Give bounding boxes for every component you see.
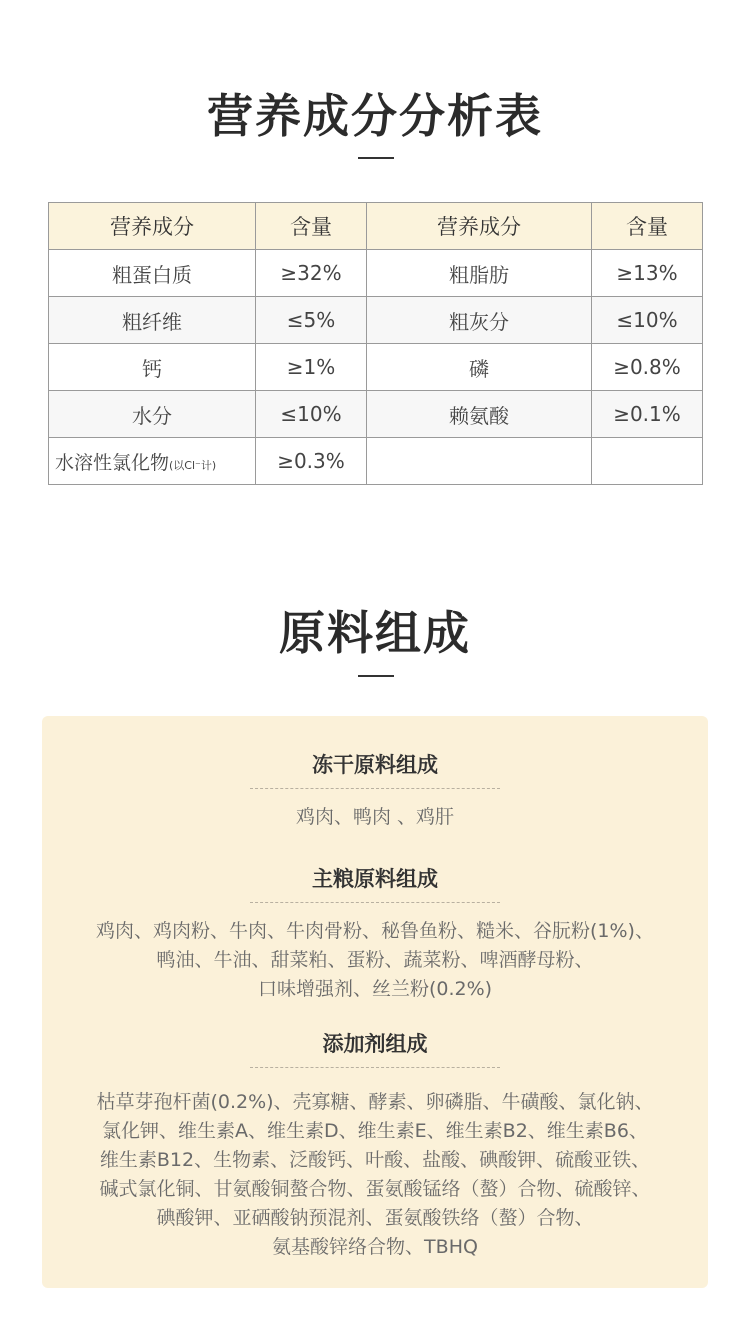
- header-cell: 营养成分: [367, 203, 592, 250]
- title-underline: [358, 157, 394, 159]
- group-line: 碘酸钾、亚硒酸钠预混剂、蛋氨酸铁络（螯）合物、: [156, 1207, 594, 1229]
- nutrient-value: ≥0.8%: [592, 344, 703, 391]
- empty-cell: [592, 438, 703, 485]
- group-line: 氨基酸锌络合物、TBHQ: [272, 1236, 478, 1258]
- nutrient-value: ≤10%: [256, 391, 367, 438]
- group-text: [52, 917, 698, 1004]
- nutrient-name: [49, 438, 256, 485]
- table-row: [49, 297, 703, 344]
- nutrient-name-note: (以Cl⁻计): [169, 458, 217, 472]
- group-heading: 冻干原料组成: [312, 753, 438, 777]
- empty-cell: [367, 438, 592, 485]
- nutrient-value: ≥0.3%: [256, 438, 367, 485]
- group-text: [52, 803, 698, 832]
- table-row: [49, 438, 703, 485]
- group-line: 口味增强剂、丝兰粉(0.2%): [257, 978, 493, 1000]
- nutrient-value: ≤10%: [592, 297, 703, 344]
- nutrient-name: 粗纤维: [49, 297, 256, 344]
- group-line: 碱式氯化铜、甘氨酸铜螯合物、蛋氨酸锰络（螯）合物、硫酸锌、: [99, 1178, 651, 1200]
- nutrient-value: ≥1%: [256, 344, 367, 391]
- nutrient-value: ≥32%: [256, 250, 367, 297]
- group-line: 氯化钾、维生素A、维生素D、维生素E、维生素B2、维生素B6、: [102, 1120, 648, 1142]
- group-divider: [250, 1067, 500, 1068]
- nutrient-name: 水分: [49, 391, 256, 438]
- nutrient-name-text: 水溶性氯化物: [55, 451, 170, 474]
- header-cell: 营养成分: [49, 203, 256, 250]
- group-line: 枯草芽孢杆菌(0.2%)、壳寡糖、酵素、卵磷脂、牛磺酸、氯化钠、: [96, 1091, 654, 1113]
- title-underline: [358, 675, 394, 677]
- table-row: [49, 250, 703, 297]
- nutrient-value: ≥0.1%: [592, 391, 703, 438]
- group-line: 鸡肉、鸡肉粉、牛肉、牛肉骨粉、秘鲁鱼粉、糙米、谷朊粉(1%)、: [96, 920, 654, 942]
- ingredients-section-title: 原料组成: [279, 606, 471, 660]
- header-cell: 含量: [592, 203, 703, 250]
- group-divider: [250, 788, 500, 789]
- nutrient-name: 钙: [49, 344, 256, 391]
- nutrient-value: ≥13%: [592, 250, 703, 297]
- ingredients-panel: [42, 716, 708, 1288]
- table-row: [49, 391, 703, 438]
- nutrient-name: 赖氨酸: [367, 391, 592, 438]
- table-header-row: [49, 203, 703, 250]
- group-heading: 添加剂组成: [322, 1032, 428, 1056]
- nutrient-value: ≤5%: [256, 297, 367, 344]
- header-cell: 含量: [256, 203, 367, 250]
- nutrient-name: 磷: [367, 344, 592, 391]
- nutrient-name: 粗灰分: [367, 297, 592, 344]
- group-line: 鸭油、牛油、甜菜粕、蛋粉、蔬菜粉、啤酒酵母粉、: [156, 949, 594, 971]
- nutrient-name: 粗蛋白质: [49, 250, 256, 297]
- table-row: [49, 344, 703, 391]
- group-line: 鸡肉、鸭肉 、鸡肝: [295, 806, 455, 828]
- group-divider: [250, 902, 500, 903]
- nutrient-name: 粗脂肪: [367, 250, 592, 297]
- nutrition-table: [48, 202, 703, 485]
- group-text: [52, 1088, 698, 1262]
- nutrition-section-title: 营养成分分析表: [207, 89, 543, 143]
- group-heading: 主粮原料组成: [312, 867, 438, 891]
- group-line: 维生素B12、生物素、泛酸钙、叶酸、盐酸、碘酸钾、硫酸亚铁、: [99, 1149, 651, 1171]
